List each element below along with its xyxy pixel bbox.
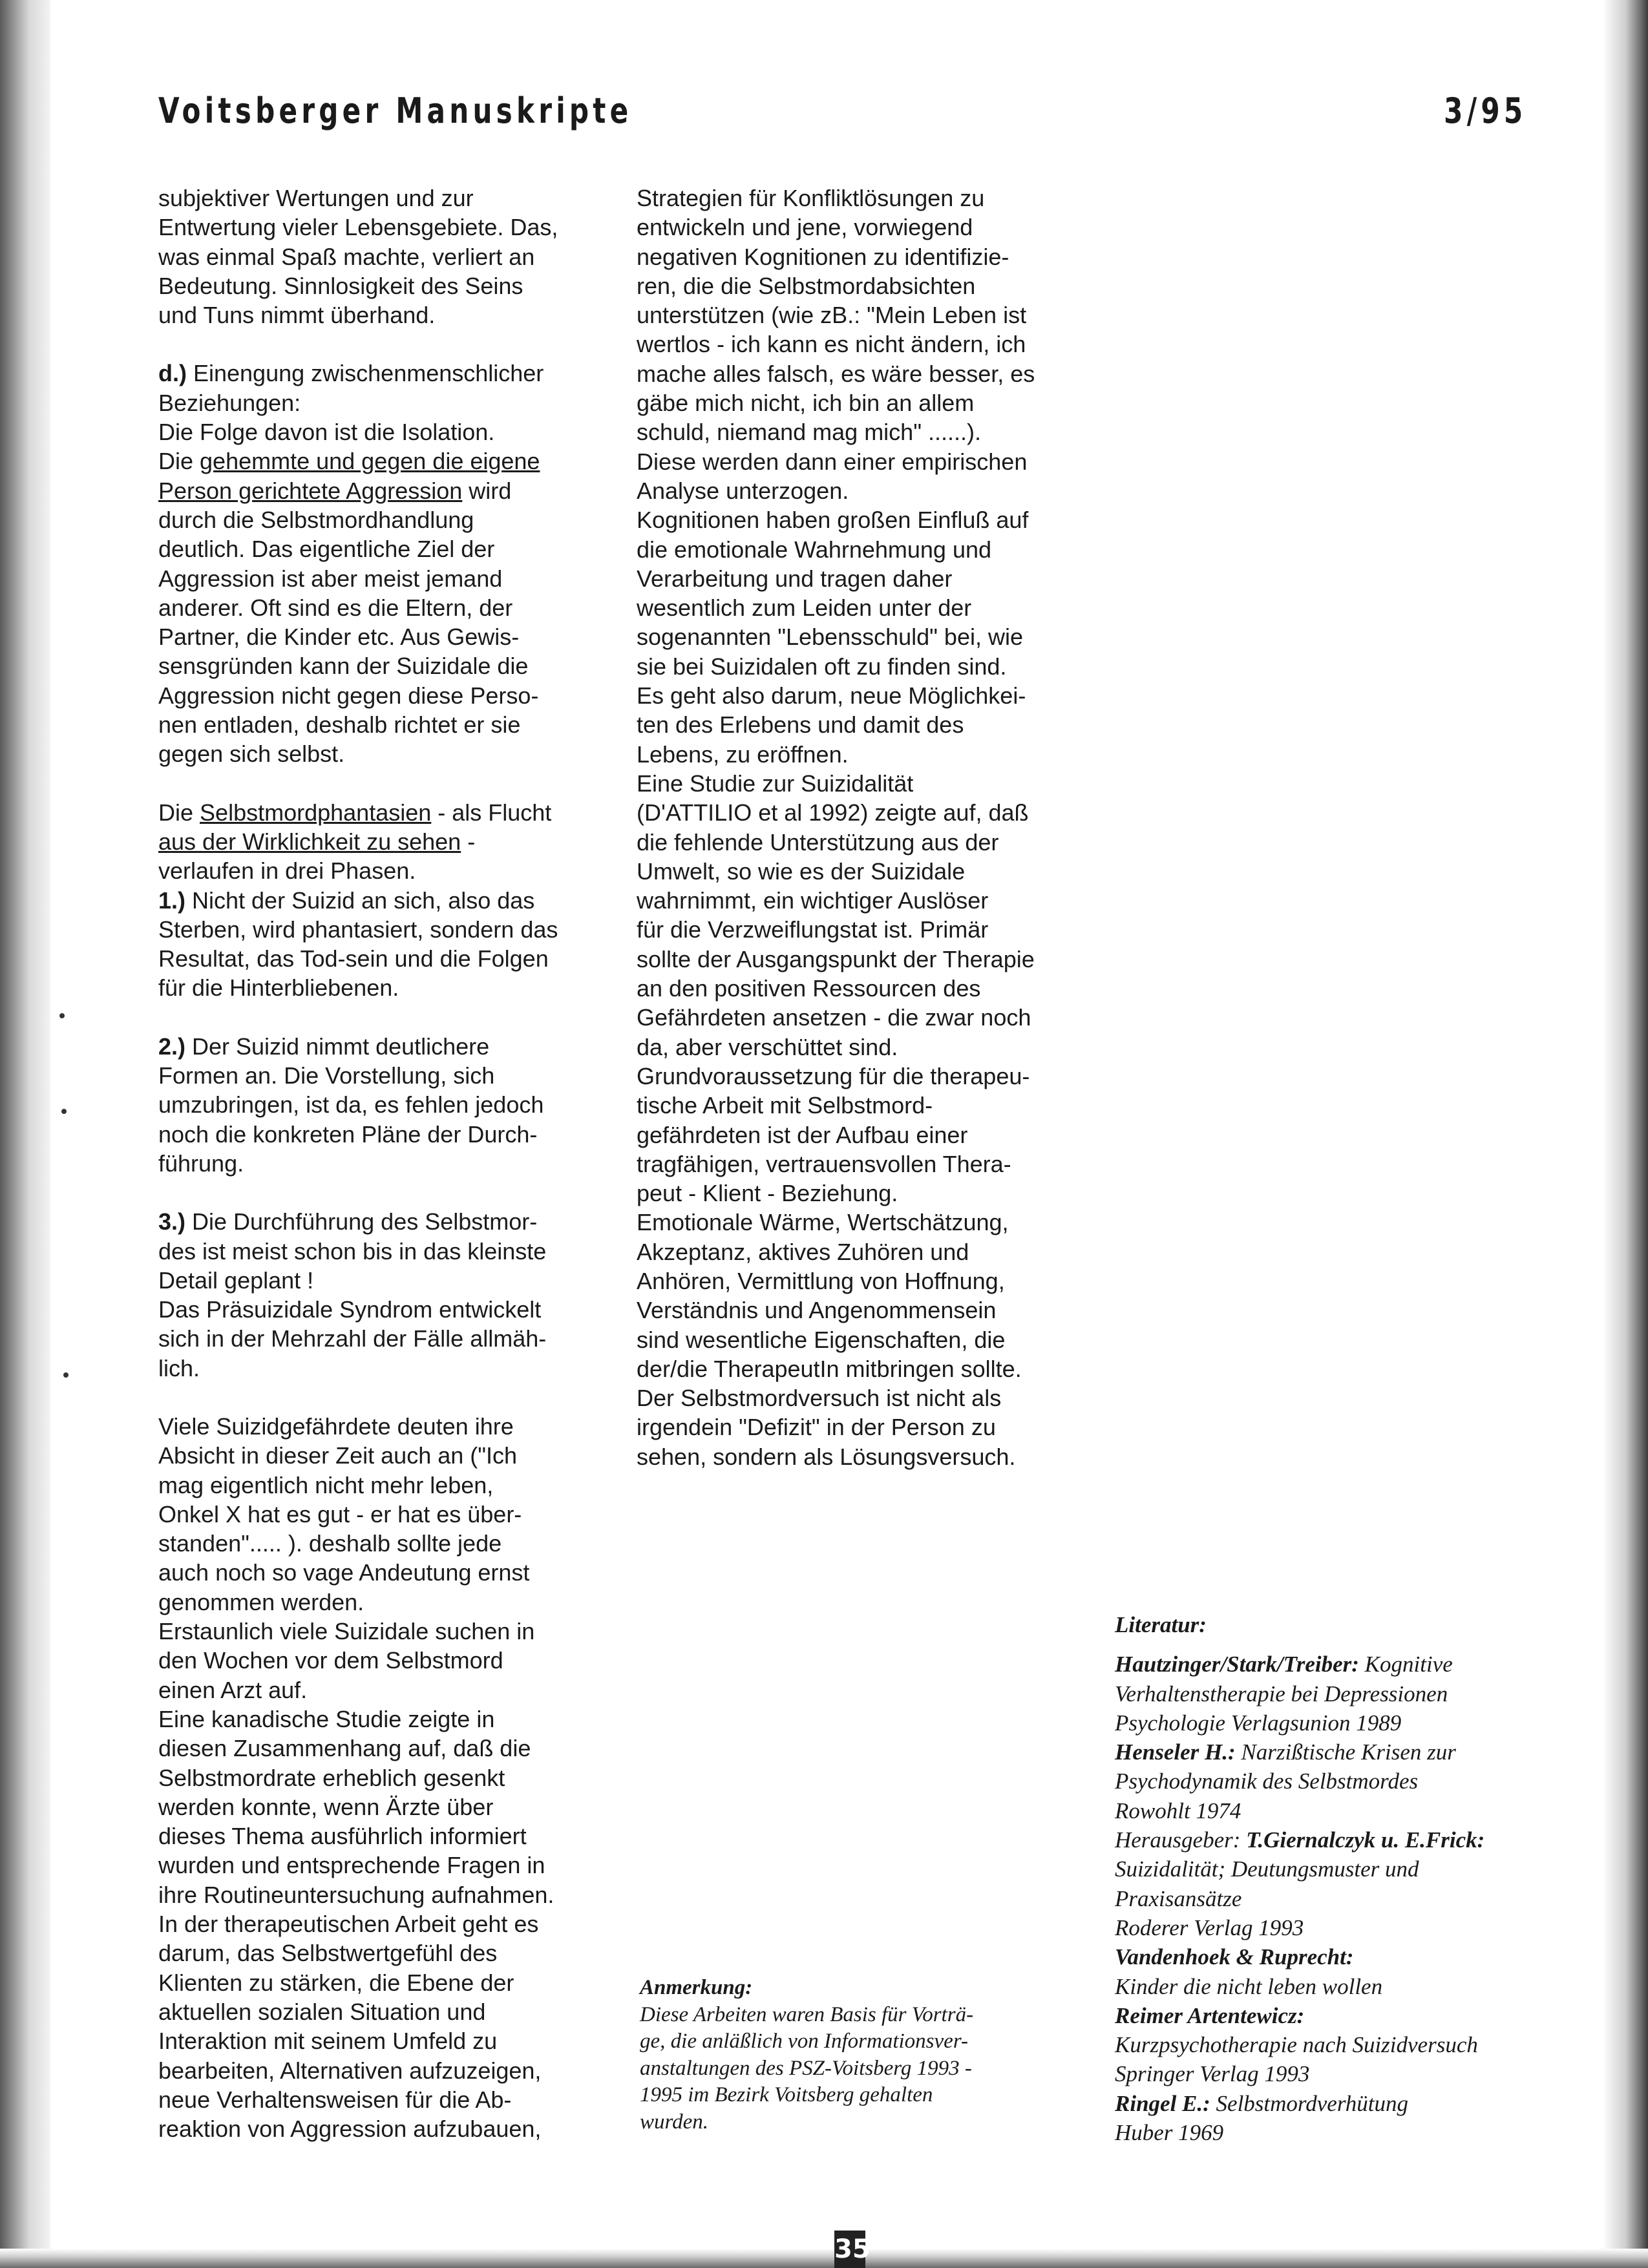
reference-text: Selbstmordverhütung: [1210, 2090, 1409, 2116]
text-line: Aggression nicht gegen diese Perso-: [158, 682, 539, 709]
text-line: Eine kanadische Studie zeigte in: [158, 1705, 495, 1732]
text-line: Gefährdeten ansetzen - die zwar noch: [637, 1004, 1031, 1031]
text-line: Aggression ist aber meist jemand: [158, 565, 503, 592]
text-line: wahrnimmt, ein wichtiger Auslöser: [637, 887, 989, 914]
text-line: für die Hinterbliebenen.: [158, 974, 399, 1002]
text-line: reaktion von Aggression aufzubauen,: [158, 2116, 542, 2143]
reference-author: Reimer Artentewicz:: [1115, 2002, 1305, 2028]
text-line: gäbe mich nicht, ich bin an allem: [637, 390, 975, 417]
reference-author: Hautzinger/Stark/Treiber:: [1115, 1652, 1359, 1677]
text-line: sich in der Mehrzahl der Fälle allmäh-: [158, 1325, 547, 1352]
text-line: wesentlich zum Leiden unter der: [637, 594, 972, 622]
text-line: Die Folge davon ist die Isolation.: [158, 419, 495, 446]
text-line: Verarbeitung und tragen daher: [637, 565, 953, 592]
scan-left-edge: [0, 0, 50, 2268]
text-line: werden konnte, wenn Ärzte über: [158, 1793, 494, 1820]
text-line: mache alles falsch, es wäre besser, es: [637, 360, 1035, 387]
underlined-text: Person gerichtete Aggression: [158, 477, 463, 504]
text-line: einen Arzt auf.: [158, 1676, 308, 1703]
paragraph: [158, 1412, 585, 2143]
text-line: tragfähigen, vertrauensvollen Thera-: [637, 1150, 1011, 1177]
text-line: Onkel X hat es gut - er hat es über-: [158, 1500, 522, 1528]
text-line: Diese werden dann einer empirischen: [637, 448, 1028, 475]
text-line: ge, die anläßlich von Informationsver-: [640, 2030, 968, 2053]
text-line: entwickeln und jene, vorwiegend: [637, 214, 973, 241]
text-line: Emotionale Wärme, Wertschätzung,: [637, 1209, 1009, 1236]
text-line: sensgründen kann der Suizidale die: [158, 653, 529, 680]
text-line: Die: [158, 448, 200, 475]
text-line: darum, das Selbstwertgefühl des: [158, 1940, 498, 1967]
phase-3: [158, 1207, 585, 1383]
section-phantasien: [158, 798, 585, 1003]
text-line: Die Durchführung des Selbstmor-: [185, 1208, 538, 1235]
text-line: peut - Klient - Beziehung.: [637, 1180, 898, 1207]
text-line: wurden.: [640, 2110, 709, 2134]
list-marker: 1.): [158, 887, 186, 914]
list-marker: 2.): [158, 1033, 186, 1060]
text-line: da, aber verschüttet sind.: [637, 1033, 898, 1060]
reference-text: Praxisansätze: [1115, 1885, 1242, 1911]
underlined-text: Selbstmordphantasien: [200, 799, 432, 826]
text-line: Erstaunlich viele Suizidale suchen in: [158, 1618, 535, 1645]
issue-number: 3/95: [1443, 90, 1527, 131]
text-line: wertlos - ich kann es nicht ändern, ich: [637, 331, 1026, 358]
text-line: an den positiven Ressourcen des: [637, 975, 981, 1002]
text-line: negativen Kognitionen zu identifizie-: [637, 243, 1009, 270]
scan-bottom-edge: [0, 2249, 1648, 2268]
list-marker: 3.): [158, 1208, 186, 1235]
middle-column: [637, 184, 1083, 1471]
text-line: Lebens, zu eröffnen.: [637, 740, 849, 768]
text-line: wurden und entsprechende Fragen in: [158, 1852, 545, 1879]
reference-text: Verhaltenstherapie bei Depressionen: [1115, 1681, 1448, 1706]
text-line: Formen an. Die Vorstellung, sich: [158, 1062, 495, 1089]
text-line: Verständnis und Angenommensein: [637, 1297, 997, 1324]
left-column: [158, 184, 585, 2143]
text-line: Der Selbstmordversuch ist nicht als: [637, 1385, 1002, 1412]
reference-text: Kognitive: [1358, 1652, 1453, 1677]
literature-title: Literatur:: [1115, 1612, 1207, 1637]
reference-author: Ringel E.:: [1115, 2090, 1210, 2116]
text-line: führung.: [158, 1150, 244, 1177]
text-line: In der therapeutischen Arbeit geht es: [158, 1911, 539, 1938]
text-line: Es geht also darum, neue Möglichkei-: [637, 682, 1026, 709]
text-line: der/die TherapeutIn mitbringen sollte.: [637, 1355, 1022, 1382]
text-line: sind wesentliche Eigenschaften, die: [637, 1326, 1006, 1353]
text-line: Grundvoraussetzung für die therapeu-: [637, 1062, 1030, 1089]
text-line: Selbstmordrate erheblich gesenkt: [158, 1764, 505, 1791]
text-line: umzubringen, ist da, es fehlen jedoch: [158, 1091, 544, 1118]
text-line: noch die konkreten Pläne der Durch-: [158, 1120, 538, 1148]
text-line: was einmal Spaß machte, verliert an: [158, 243, 535, 270]
text-line: nen entladen, deshalb richtet er sie: [158, 711, 521, 739]
text-line: schuld, niemand mag mich" ......).: [637, 419, 981, 446]
reference-author: Vandenhoek & Ruprecht:: [1115, 1944, 1354, 1970]
text-line: Sterben, wird phantasiert, sondern das: [158, 916, 558, 943]
text-line: sie bei Suizidalen oft zu finden sind.: [637, 653, 1007, 680]
note-box: [640, 1975, 1053, 2136]
underlined-text: aus der Wirklichkeit zu sehen: [158, 828, 461, 855]
phase-2: [158, 1032, 585, 1178]
text-line: die fehlende Unterstützung aus der: [637, 828, 999, 856]
reference-text: Psychologie Verlagsunion 1989: [1115, 1710, 1402, 1736]
text-line: Das Präsuizidale Syndrom entwickelt: [158, 1296, 542, 1323]
text-line: deutlich. Das eigentliche Ziel der: [158, 536, 495, 563]
text-line: Die: [158, 799, 200, 826]
text-line: anderer. Oft sind es die Eltern, der: [158, 594, 513, 621]
text-line: Analyse unterzogen.: [637, 477, 849, 504]
reference-text: Roderer Verlag 1993: [1115, 1915, 1304, 1940]
text-line: irgendein "Defizit" in der Person zu: [637, 1414, 996, 1441]
text-line: mag eigentlich nicht mehr leben,: [158, 1471, 494, 1498]
text-line: anstaltungen des PSZ-Voitsberg 1993 -: [640, 2056, 972, 2080]
reference-text: Herausgeber:: [1115, 1827, 1247, 1853]
text-line: Bedeutung. Sinnlosigkeit des Seins: [158, 272, 523, 299]
reference-text: Narzißtische Krisen zur: [1235, 1739, 1456, 1765]
underlined-text: gehemmte und gegen die eigene: [200, 448, 540, 475]
paragraph: [158, 184, 585, 330]
scan-speck: [61, 1109, 67, 1114]
text-line: Nicht der Suizid an sich, also das: [185, 887, 535, 914]
scan-speck: [63, 1372, 69, 1378]
text-line: (D'ATTILIO et al 1992) zeigte auf, daß: [637, 799, 1029, 826]
text-line: auch noch so vage Andeutung ernst: [158, 1559, 530, 1586]
text-line: ren, die die Selbstmordabsichten: [637, 272, 976, 299]
text-line: diesen Zusammenhang auf, daß die: [158, 1735, 531, 1762]
text-line: lich.: [158, 1354, 200, 1381]
reference-text: Kinder die nicht leben wollen: [1115, 1973, 1383, 1999]
reference-author: T.Giernalczyk u. E.Frick:: [1246, 1827, 1485, 1853]
text-line: aktuellen sozialen Situation und: [158, 1998, 486, 2025]
text-line: für die Verzweiflungstat ist. Primär: [637, 916, 989, 943]
text-line: Eine Studie zur Suizidalität: [637, 770, 914, 797]
journal-title: Voitsberger Manuskripte: [158, 90, 633, 131]
section-d: [158, 359, 585, 768]
reference-text: Rowohlt 1974: [1115, 1798, 1241, 1823]
reference-text: Huber 1969: [1115, 2120, 1224, 2146]
text-line: durch die Selbstmordhandlung: [158, 506, 474, 533]
text-line: Kognitionen haben großen Einfluß auf: [637, 507, 1029, 534]
text-line: Diese Arbeiten waren Basis für Vorträ-: [640, 2002, 974, 2026]
text-line: Interaktion mit seinem Umfeld zu: [158, 2028, 498, 2055]
list-marker: d.): [158, 360, 187, 387]
text-line: den Wochen vor dem Selbstmord: [158, 1647, 503, 1674]
text-line: Beziehungen:: [158, 389, 301, 416]
text-line: Detail geplant !: [158, 1266, 314, 1294]
text-line: Strategien für Konfliktlösungen zu: [637, 185, 985, 211]
text-line: Klienten zu stärken, die Ebene der: [158, 1969, 514, 1996]
text-line: die emotionale Wahrnehmung und: [637, 536, 992, 563]
text-line: Resultat, das Tod-sein und die Folgen: [158, 945, 549, 972]
text-line: gefährdeten ist der Aufbau einer: [637, 1121, 968, 1148]
text-line: standen"..... ). deshalb sollte jede: [158, 1530, 502, 1557]
text-line: Absicht in dieser Zeit auch an ("Ich: [158, 1442, 518, 1469]
text-line: gegen sich selbst.: [158, 740, 345, 768]
text-line: des ist meist schon bis in das kleinste: [158, 1237, 547, 1265]
reference-text: Suizidalität; Deutungsmuster und: [1115, 1856, 1419, 1882]
scan-right-edge: [1603, 0, 1648, 2268]
text-line: wird: [462, 477, 512, 504]
note-title: Anmerkung:: [640, 1976, 753, 1999]
reference-text: Psychodynamik des Selbstmordes: [1115, 1769, 1419, 1794]
text-line: sogenannten "Lebensschuld" bei, wie: [637, 624, 1023, 651]
text-line: neue Verhaltensweisen für die Ab-: [158, 2086, 512, 2113]
scan-speck: [59, 1013, 65, 1018]
page-number: 35: [834, 2231, 865, 2268]
text-line: und Tuns nimmt überhand.: [158, 302, 436, 329]
text-line: bearbeiten, Alternativen aufzuzeigen,: [158, 2057, 542, 2084]
reference-author: Henseler H.:: [1115, 1739, 1236, 1765]
text-line: sollte der Ausgangspunkt der Therapie: [637, 945, 1035, 972]
text-line: subjektiver Wertungen und zur: [158, 185, 474, 211]
text-line: Partner, die Kinder etc. Aus Gewis-: [158, 624, 520, 651]
literature-list: [1115, 1610, 1567, 2147]
text-line: Akzeptanz, aktives Zuhören und: [637, 1238, 969, 1265]
text-line: 1995 im Bezirk Voitsberg gehalten: [640, 2083, 933, 2106]
text-line: unterstützen (wie zB.: "Mein Leben ist: [637, 302, 1027, 329]
text-line: ihre Routineuntersuchung aufnahmen.: [158, 1881, 555, 1908]
text-line: Anhören, Vermittlung von Hoffnung,: [637, 1267, 1005, 1294]
text-line: Umwelt, so wie es der Suizidale: [637, 857, 966, 885]
reference-text: Kurzpsychotherapie nach Suizidversuch: [1115, 2032, 1478, 2058]
reference-text: Springer Verlag 1993: [1115, 2061, 1310, 2087]
text-line: dieses Thema ausführlich informiert: [158, 1823, 527, 1850]
text-line: Viele Suizidgefährdete deuten ihre: [158, 1412, 514, 1440]
text-line: Der Suizid nimmt deutlichere: [185, 1033, 490, 1060]
text-line: - als Flucht: [431, 799, 552, 826]
text-line: Entwertung vieler Lebensgebiete. Das,: [158, 214, 558, 241]
text-line: genommen werden.: [158, 1588, 364, 1615]
text-line: tische Arbeit mit Selbstmord-: [637, 1092, 933, 1119]
text-line: Einengung zwischenmenschlicher: [186, 360, 544, 387]
text-line: verlaufen in drei Phasen.: [158, 857, 416, 885]
text-line: sehen, sondern als Lösungsversuch.: [637, 1443, 1016, 1470]
text-line: ten des Erlebens und damit des: [637, 711, 964, 739]
text-line: -: [461, 828, 476, 855]
